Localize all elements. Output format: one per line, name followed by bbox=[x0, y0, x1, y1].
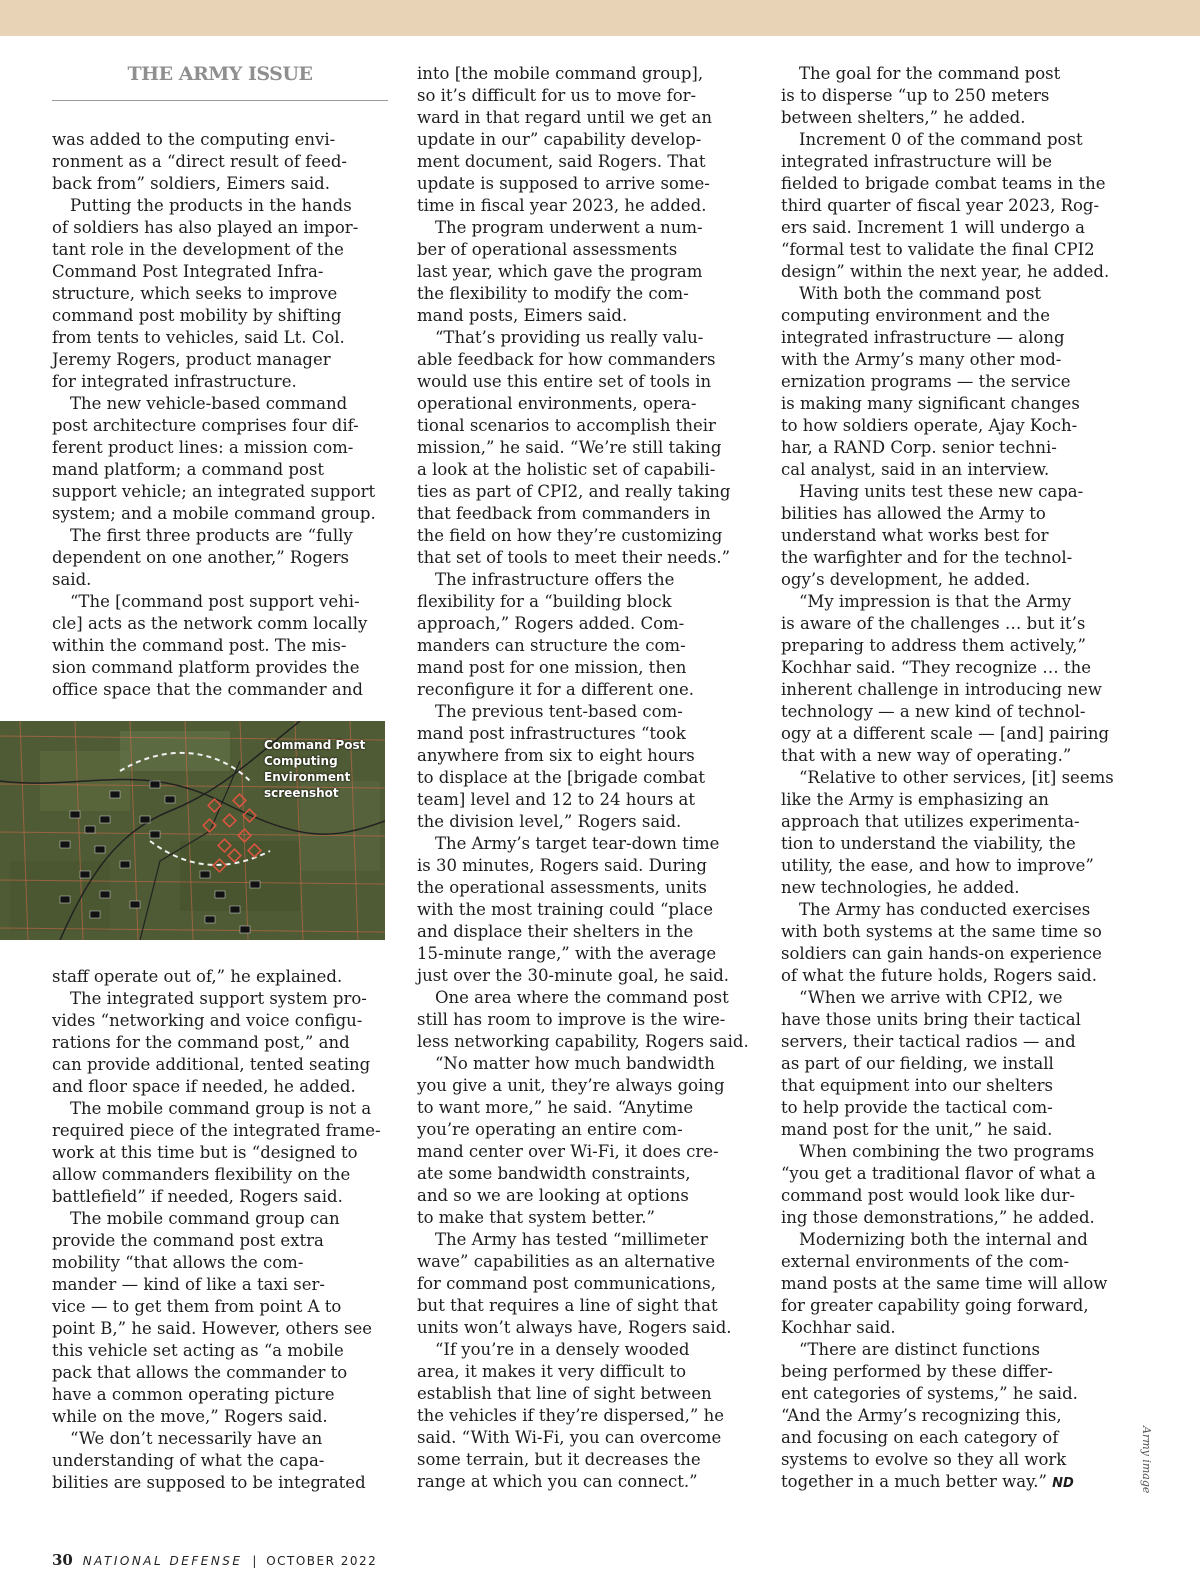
section-title: THE ARMY ISSUE bbox=[127, 63, 313, 85]
unit-marker bbox=[100, 816, 110, 823]
top-color-band bbox=[0, 0, 1200, 36]
text-line: third quarter of fiscal year 2023, Rog- bbox=[781, 196, 1100, 215]
text-line: 15-minute range,” with the average bbox=[417, 944, 717, 963]
article-column-2 bbox=[417, 63, 757, 1493]
text-line: Kochhar said. bbox=[781, 1318, 896, 1337]
text-line: command post mobility by shifting bbox=[52, 306, 342, 325]
text-line: of what the future holds, Rogers said. bbox=[781, 966, 1097, 985]
text-line: less networking capability, Rogers said. bbox=[417, 1032, 749, 1051]
unit-marker bbox=[110, 791, 120, 798]
text-line: mand post for the unit,” he said. bbox=[781, 1120, 1053, 1139]
paragraph bbox=[781, 1141, 1126, 1229]
text-line: ronment as a “direct result of feed- bbox=[52, 152, 347, 171]
text-line: ties as part of CPI2, and really taking bbox=[417, 482, 731, 501]
unit-marker bbox=[150, 831, 160, 838]
text-line: pack that allows the commander to bbox=[52, 1363, 348, 1382]
paragraph bbox=[417, 1339, 757, 1493]
text-line: with both systems at the same time so bbox=[781, 922, 1102, 941]
text-line: for greater capability going forward, bbox=[781, 1296, 1089, 1315]
paragraph bbox=[52, 129, 392, 195]
text-line: “That’s providing us really valu- bbox=[435, 328, 704, 347]
text-line: The Army’s target tear-down time bbox=[435, 834, 720, 853]
text-line: sion command platform provides the bbox=[52, 658, 360, 677]
text-line: and focusing on each category of bbox=[781, 1428, 1059, 1447]
text-line: “you get a traditional flavor of what a bbox=[781, 1164, 1096, 1183]
text-line: The new vehicle-based command bbox=[70, 394, 348, 413]
text-line: “No matter how much bandwidth bbox=[435, 1054, 715, 1073]
unit-marker bbox=[85, 826, 95, 833]
text-line: The integrated support system pro- bbox=[70, 989, 367, 1008]
text-line: ber of operational assessments bbox=[417, 240, 678, 259]
text-line: for command post communications, bbox=[417, 1274, 717, 1293]
text-line: the flexibility to modify the com- bbox=[417, 284, 689, 303]
text-line: The infrastructure offers the bbox=[435, 570, 675, 589]
text-line: anywhere from six to eight hours bbox=[417, 746, 695, 765]
text-line: ing those demonstrations,” he added. bbox=[781, 1208, 1095, 1227]
text-line: tional scenarios to accomplish their bbox=[417, 416, 716, 435]
text-line: technology — a new kind of technol- bbox=[781, 702, 1086, 721]
text-line: servers, their tactical radios — and bbox=[781, 1032, 1076, 1051]
text-line: external environments of the com- bbox=[781, 1252, 1070, 1271]
text-line: would use this entire set of tools in bbox=[417, 372, 712, 391]
text-line: tion to understand the viability, the bbox=[781, 834, 1076, 853]
text-line: “Relative to other services, [it] seems bbox=[799, 768, 1114, 787]
text-line: post architecture comprises four dif- bbox=[52, 416, 359, 435]
figure-caption bbox=[264, 737, 384, 801]
text-line: fielded to brigade combat teams in the bbox=[781, 174, 1106, 193]
text-line: allow commanders flexibility on the bbox=[52, 1165, 351, 1184]
text-line: update in our” capability develop- bbox=[417, 130, 702, 149]
unit-marker bbox=[150, 781, 160, 788]
text-line: The goal for the command post bbox=[799, 64, 1061, 83]
text-line: area, it makes it very difficult to bbox=[417, 1362, 687, 1381]
text-line: “There are distinct functions bbox=[799, 1340, 1040, 1359]
text-line: to displace at the [brigade combat bbox=[417, 768, 706, 787]
text-line: to how soldiers operate, Ajay Koch- bbox=[781, 416, 1078, 435]
text-line: mission,” he said. “We’re still taking bbox=[417, 438, 722, 457]
text-line: to make that system better.” bbox=[417, 1208, 655, 1227]
text-line: Command Post Integrated Infra- bbox=[52, 262, 324, 281]
text-line: approach,” Rogers added. Com- bbox=[417, 614, 685, 633]
text-line: Modernizing both the internal and bbox=[799, 1230, 1088, 1249]
text-line: The Army has tested “millimeter bbox=[435, 1230, 708, 1249]
text-line: mand center over Wi-Fi, it does cre- bbox=[417, 1142, 719, 1161]
text-line: integrated infrastructure — along bbox=[781, 328, 1065, 347]
text-line: the division level,” Rogers said. bbox=[417, 812, 682, 831]
text-line: within the command post. The mis- bbox=[52, 636, 347, 655]
paragraph bbox=[52, 591, 392, 701]
text-line: of soldiers has also played an impor- bbox=[52, 218, 359, 237]
text-line: and floor space if needed, he added. bbox=[52, 1077, 356, 1096]
text-line: last year, which gave the program bbox=[417, 262, 703, 281]
text-line: you’re operating an entire com- bbox=[417, 1120, 683, 1139]
text-line: range at which you can connect.” bbox=[417, 1472, 698, 1491]
text-line: preparing to address them actively,” bbox=[781, 636, 1086, 655]
text-line: that with a new way of operating.” bbox=[781, 746, 1072, 765]
paragraph bbox=[417, 833, 757, 987]
text-line: still has room to improve is the wire- bbox=[417, 1010, 726, 1029]
unit-marker bbox=[60, 896, 70, 903]
unit-marker bbox=[130, 901, 140, 908]
text-line: mand platform; a command post bbox=[52, 460, 325, 479]
paragraph bbox=[417, 1053, 757, 1229]
text-line: mand posts at the same time will allow bbox=[781, 1274, 1108, 1293]
text-line: office space that the commander and bbox=[52, 680, 363, 699]
unit-marker bbox=[120, 861, 130, 868]
text-line: mand post infrastructures “took bbox=[417, 724, 686, 743]
text-line: Kochhar said. “They recognize … the bbox=[781, 658, 1092, 677]
text-line: mand post for one mission, then bbox=[417, 658, 687, 677]
paragraph bbox=[52, 988, 392, 1098]
text-line: vice — to get them from point A to bbox=[52, 1297, 342, 1316]
text-line: ferent product lines: a mission com- bbox=[52, 438, 354, 457]
text-line: with the Army’s many other mod- bbox=[781, 350, 1062, 369]
text-line: and so we are looking at options bbox=[417, 1186, 689, 1205]
text-line: update is supposed to arrive some- bbox=[417, 174, 710, 193]
text-line: cle] acts as the network comm locally bbox=[52, 614, 368, 633]
text-line: have those units bring their tactical bbox=[781, 1010, 1081, 1029]
paragraph bbox=[52, 1098, 392, 1208]
text-line: some terrain, but it decreases the bbox=[417, 1450, 701, 1469]
unit-marker bbox=[200, 871, 210, 878]
text-line: “formal test to validate the final CPI2 bbox=[781, 240, 1095, 259]
text-line: “The [command post support vehi- bbox=[70, 592, 360, 611]
text-line: to help provide the tactical com- bbox=[781, 1098, 1053, 1117]
text-line: approach that utilizes experimenta- bbox=[781, 812, 1080, 831]
text-line: ogy’s development, he added. bbox=[781, 570, 1031, 589]
text-line: understand what works best for bbox=[781, 526, 1049, 545]
image-credit: Army image bbox=[1140, 1426, 1153, 1494]
text-line: staff operate out of,” he explained. bbox=[52, 967, 343, 986]
text-line: “We don’t necessarily have an bbox=[70, 1429, 323, 1448]
text-line: for integrated infrastructure. bbox=[52, 372, 297, 391]
paragraph bbox=[781, 1229, 1126, 1339]
text-line: Increment 0 of the command post bbox=[799, 130, 1083, 149]
paragraph bbox=[781, 899, 1126, 987]
text-line: ward in that regard until we get an bbox=[417, 108, 713, 127]
text-line: so it’s difficult for us to move for- bbox=[417, 86, 697, 105]
text-line: mand posts, Eimers said. bbox=[417, 306, 628, 325]
magazine-name: NATIONAL DEFENSE bbox=[82, 1554, 243, 1568]
paragraph bbox=[52, 1428, 392, 1494]
text-line: able feedback for how commanders bbox=[417, 350, 716, 369]
unit-marker bbox=[100, 891, 110, 898]
text-line: The program underwent a num- bbox=[435, 218, 703, 237]
paragraph bbox=[417, 1229, 757, 1339]
paragraph bbox=[781, 1339, 1126, 1495]
text-line: “My impression is that the Army bbox=[799, 592, 1072, 611]
paragraph bbox=[52, 195, 392, 393]
paragraph bbox=[417, 327, 757, 569]
text-line: ogy at a different scale — [and] pairing bbox=[781, 724, 1110, 743]
text-line: The mobile command group is not a bbox=[70, 1099, 372, 1118]
text-line: inherent challenge in introducing new bbox=[781, 680, 1102, 699]
unit-marker bbox=[95, 846, 105, 853]
text-line: between shelters,” he added. bbox=[781, 108, 1026, 127]
footer-separator: | bbox=[252, 1554, 257, 1568]
text-line: system; and a mobile command group. bbox=[52, 504, 376, 523]
text-line: rations for the command post,” and bbox=[52, 1033, 350, 1052]
caption-line: screenshot bbox=[264, 786, 339, 800]
article-column-3 bbox=[781, 63, 1126, 1495]
text-line: as part of our fielding, we install bbox=[781, 1054, 1054, 1073]
paragraph bbox=[417, 217, 757, 327]
page-number: 30 bbox=[52, 1551, 73, 1569]
text-line: said. bbox=[52, 570, 92, 589]
end-mark: ND bbox=[1052, 1476, 1074, 1491]
text-line: ent categories of systems,” he said. bbox=[781, 1384, 1078, 1403]
command-post-map-figure bbox=[0, 721, 385, 940]
issue-date: OCTOBER 2022 bbox=[266, 1554, 378, 1568]
article-column-1-top bbox=[52, 129, 392, 701]
paragraph bbox=[417, 987, 757, 1053]
text-line: to want more,” he said. “Anytime bbox=[417, 1098, 694, 1117]
text-line: required piece of the integrated frame- bbox=[52, 1121, 381, 1140]
unit-marker bbox=[70, 811, 80, 818]
text-line: while on the move,” Rogers said. bbox=[52, 1407, 328, 1426]
text-line: units won’t always have, Rogers said. bbox=[417, 1318, 732, 1337]
unit-marker bbox=[165, 796, 175, 803]
text-line: that feedback from commanders in bbox=[417, 504, 711, 523]
paragraph bbox=[417, 701, 757, 833]
terrain-patch bbox=[180, 841, 300, 911]
paragraph bbox=[417, 569, 757, 701]
paragraph bbox=[417, 63, 757, 217]
text-line: the warfighter and for the technol- bbox=[781, 548, 1073, 567]
paragraph bbox=[781, 283, 1126, 481]
paragraph bbox=[781, 767, 1126, 899]
text-line: from tents to vehicles, said Lt. Col. bbox=[52, 328, 345, 347]
text-line: is to disperse “up to 250 meters bbox=[781, 86, 1050, 105]
text-line: Jeremy Rogers, product manager bbox=[52, 350, 331, 369]
text-line: ers said. Increment 1 will undergo a bbox=[781, 218, 1085, 237]
text-line: wave” capabilities as an alternative bbox=[417, 1252, 716, 1271]
text-line: Putting the products in the hands bbox=[70, 196, 352, 215]
page-footer bbox=[52, 1551, 377, 1569]
text-line: bilities are supposed to be integrated bbox=[52, 1473, 366, 1492]
text-line: that set of tools to meet their needs.” bbox=[417, 548, 731, 567]
paragraph bbox=[781, 129, 1126, 283]
text-line: back from” soldiers, Eimers said. bbox=[52, 174, 330, 193]
text-line: a look at the holistic set of capabili- bbox=[417, 460, 716, 479]
text-line: is aware of the challenges … but it’s bbox=[781, 614, 1086, 633]
text-line: reconfigure it for a different one. bbox=[417, 680, 695, 699]
text-line: just over the 30-minute goal, he said. bbox=[417, 966, 730, 985]
text-line: you give a unit, they’re always going bbox=[417, 1076, 725, 1095]
text-line: manders can structure the com- bbox=[417, 636, 686, 655]
unit-marker bbox=[80, 871, 90, 878]
text-line: being performed by these differ- bbox=[781, 1362, 1053, 1381]
text-line: The first three products are “fully bbox=[70, 526, 353, 545]
text-line: cal analyst, said in an interview. bbox=[781, 460, 1050, 479]
text-line: battlefield” if needed, Rogers said. bbox=[52, 1187, 343, 1206]
text-line: flexibility for a “building block bbox=[417, 592, 672, 611]
paragraph bbox=[781, 987, 1126, 1141]
text-line: work at this time but is “designed to bbox=[52, 1143, 358, 1162]
text-line: with the most training could “place bbox=[417, 900, 714, 919]
text-line: team] level and 12 to 24 hours at bbox=[417, 790, 696, 809]
text-line: said. “With Wi-Fi, you can overcome bbox=[417, 1428, 722, 1447]
text-line: provide the command post extra bbox=[52, 1231, 324, 1250]
text-line: The previous tent-based com- bbox=[435, 702, 683, 721]
text-line: the field on how they’re customizing bbox=[417, 526, 723, 545]
caption-line: Command Post bbox=[264, 738, 366, 752]
unit-marker bbox=[60, 841, 70, 848]
text-line: utility, the ease, and how to improve” bbox=[781, 856, 1094, 875]
text-line: mander — kind of like a taxi ser- bbox=[52, 1275, 325, 1294]
text-line: establish that line of sight between bbox=[417, 1384, 712, 1403]
unit-marker bbox=[90, 911, 100, 918]
text-line: but that requires a line of sight that bbox=[417, 1296, 718, 1315]
text-line: is making many significant changes bbox=[781, 394, 1080, 413]
text-line: The mobile command group can bbox=[70, 1209, 340, 1228]
text-line: With both the command post bbox=[799, 284, 1042, 303]
unit-marker bbox=[215, 891, 225, 898]
text-line: bilities has allowed the Army to bbox=[781, 504, 1046, 523]
text-line: was added to the computing envi- bbox=[52, 130, 336, 149]
text-line: the vehicles if they’re dispersed,” he bbox=[417, 1406, 724, 1425]
unit-marker bbox=[140, 816, 150, 823]
paragraph bbox=[781, 481, 1126, 591]
text-line: and displace their shelters in the bbox=[417, 922, 694, 941]
text-line: soldiers can gain hands-on experience bbox=[781, 944, 1102, 963]
paragraph bbox=[52, 1208, 392, 1428]
caption-line: Environment bbox=[264, 770, 351, 784]
text-line: har, a RAND Corp. senior techni- bbox=[781, 438, 1057, 457]
text-line: systems to evolve so they all work bbox=[781, 1450, 1067, 1469]
paragraph bbox=[781, 63, 1126, 129]
text-line: The Army has conducted exercises bbox=[799, 900, 1091, 919]
text-line: structure, which seeks to improve bbox=[52, 284, 338, 303]
text-line: ment document, said Rogers. That bbox=[417, 152, 706, 171]
text-line: computing environment and the bbox=[781, 306, 1050, 325]
text-line: that equipment into our shelters bbox=[781, 1076, 1053, 1095]
unit-marker bbox=[230, 906, 240, 913]
unit-marker bbox=[205, 916, 215, 923]
paragraph bbox=[781, 591, 1126, 767]
text-line: understanding of what the capa- bbox=[52, 1451, 325, 1470]
text-line: this vehicle set acting as “a mobile bbox=[52, 1341, 344, 1360]
text-line: tant role in the development of the bbox=[52, 240, 344, 259]
text-line: command post would look like dur- bbox=[781, 1186, 1075, 1205]
text-line: have a common operating picture bbox=[52, 1385, 335, 1404]
text-line: the operational assessments, units bbox=[417, 878, 707, 897]
article-column-1-bottom bbox=[52, 966, 392, 1494]
text-line: “If you’re in a densely wooded bbox=[435, 1340, 690, 1359]
text-line: time in fiscal year 2023, he added. bbox=[417, 196, 707, 215]
text-line: ate some bandwidth constraints, bbox=[417, 1164, 691, 1183]
text-line: mobility “that allows the com- bbox=[52, 1253, 304, 1272]
section-header bbox=[52, 60, 388, 101]
paragraph bbox=[52, 966, 392, 988]
text-line: “And the Army’s recognizing this, bbox=[781, 1406, 1062, 1425]
text-line: integrated infrastructure will be bbox=[781, 152, 1053, 171]
text-line: support vehicle; an integrated support bbox=[52, 482, 376, 501]
unit-marker bbox=[250, 881, 260, 888]
paragraph bbox=[52, 525, 392, 591]
text-line: dependent on one another,” Rogers bbox=[52, 548, 349, 567]
text-line: together in a much better way.” bbox=[781, 1472, 1047, 1491]
text-line: One area where the command post bbox=[435, 988, 729, 1007]
text-line: point B,” he said. However, others see bbox=[52, 1319, 373, 1338]
caption-line: Computing bbox=[264, 754, 338, 768]
text-line: Having units test these new capa- bbox=[799, 482, 1084, 501]
text-line: is 30 minutes, Rogers said. During bbox=[417, 856, 707, 875]
unit-marker bbox=[240, 926, 250, 933]
text-line: When combining the two programs bbox=[799, 1142, 1095, 1161]
text-line: new technologies, he added. bbox=[781, 878, 1020, 897]
text-line: ernization programs — the service bbox=[781, 372, 1071, 391]
text-line: can provide additional, tented seating bbox=[52, 1055, 371, 1074]
text-line: vides “networking and voice configu- bbox=[52, 1011, 363, 1030]
text-line: operational environments, opera- bbox=[417, 394, 697, 413]
text-line: into [the mobile command group], bbox=[417, 64, 704, 83]
text-line: design” within the next year, he added. bbox=[781, 262, 1110, 281]
text-line: like the Army is emphasizing an bbox=[781, 790, 1049, 809]
text-line: “When we arrive with CPI2, we bbox=[799, 988, 1063, 1007]
paragraph bbox=[52, 393, 392, 525]
